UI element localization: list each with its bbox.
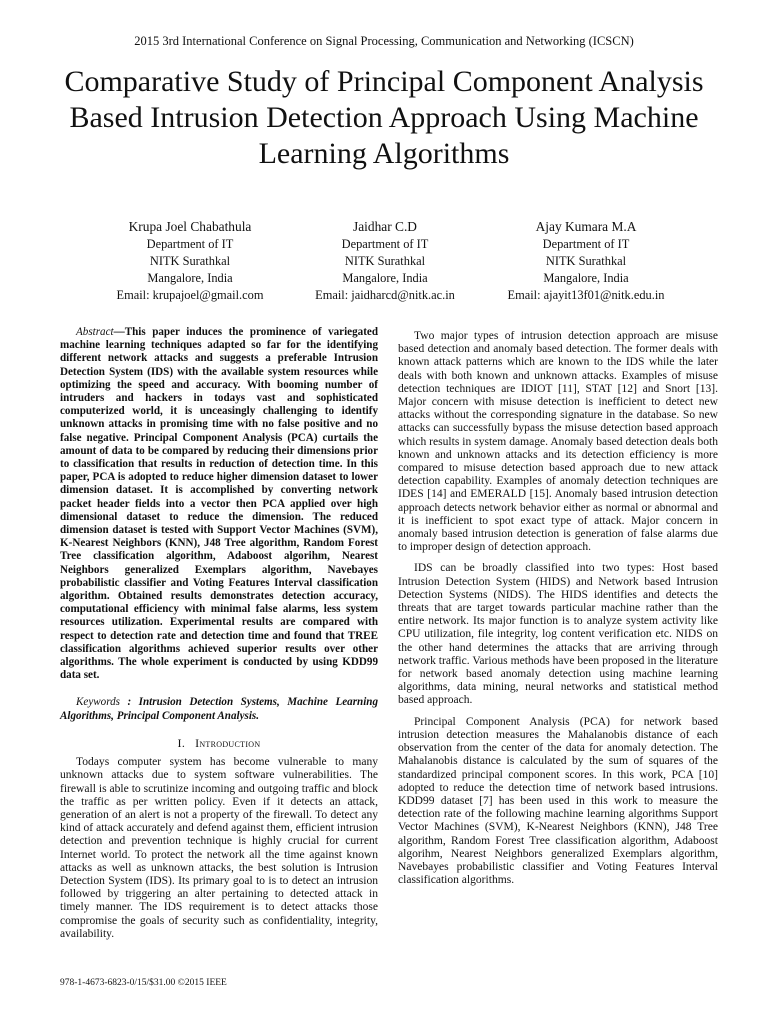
left-column [60,326,378,949]
author-institution: NITK Surathkal [545,254,627,268]
section-number: I. [177,735,186,750]
paper-title [40,64,728,172]
keywords [60,696,378,722]
author-email: Email: krupajoel@gmail.com [116,288,264,302]
author-city: Mangalore, India [147,271,233,285]
author-name: Ajay Kumara M.A [535,219,637,234]
keywords-text: : Intrusion Detection Systems, Machine Learning Algorithms, Principal Component Analysis. [60,696,378,722]
author-email: Email: ajayit13f01@nitk.edu.in [507,288,665,302]
keywords-lead: Keywords [76,696,120,709]
conference-header: 2015 3rd International Conference on Signal Processing, Communication and Networking (ICSCN) [134,34,634,48]
author-institution: NITK Surathkal [344,254,426,268]
right-column [398,330,718,895]
author-city: Mangalore, India [342,271,428,285]
abstract-text: —This paper induces the prominence of variegated machine learning techniques adapted so far for the identifying different network attacks and suggests a preferable Intrusion Detection System (IDS) with the available system resources while optimizing the speed and accuracy. With booming number of intruders and hackers in todays vast and sophisticated computerized world, it is unceasingly challenging to identify unknown attacks in promising time with no false positive and no false negative. Principal Component Analysis (PCA) curtails the amount of data to be compared by reducing their dimensions prior to classification that results in reduction of detection time. In this paper, PCA is adopted to reduce higher dimension dataset to lower dimension dataset. It is accomplished by converting network packet header fields into a vector then PCA applied over high dimensional dataset to reduce the dimension. The reduced dimension dataset is tested with Support Vector Machines (SVM), K-Nearest Neighbors (KNN), J48 Tree algorithm, Random Forest Tree classification algorithm, Adaboost algorihm, Nearest Neighbors generalized Exemplars algorithm, Navebayes probabilistic classifier and Voting Features Interval classification algorithm. Obtained results demonstrates detection accuracy, computational efficiency with minimal false alarms, less system resources utilization. Experimental results are compared with respect to detection rate and detection time and found that TREE classification algorithms achieved superior results over other algorithms. The whole experiment is conducted by using KDD99 data set. [60,326,378,682]
author-dept: Department of IT [146,237,234,251]
author-dept: Department of IT [542,237,630,251]
paragraph: Two major types of intrusion detection approach are misuse based detection and anomaly based detection. The former deals with known attack patterns which are known to the IDS while the later deals with both known and unknown attacks. Examples of misuse detection techniques are IDIOT [11], STAT [12] and Snort [13]. Major concern with misuse detection is inefficient to detect new attacks without the corresponding signature in the database. So new attacks can successfully bypass the misuse detection based approach which results in system damage. Anomaly based detection deals both known and unknown attacks and its detection efficiency is more compared to misuse detection based approach due to new attack detection capability. Examples of anomaly detection techniques are IDES [14] and EMERALD [15]. Anomaly based intrusion detection approach detects network behavior either as normal or abnormal and it is inefficient to spot exact type of attack. Major concern in anomaly based intrusion detection is generation of false alarms due to improper design of detection approach. [398,330,718,554]
paragraph: IDS can be broadly classified into two types: Host based Intrusion Detection System (HIDS) and Network based Intrusion Detection Systems (NIDS). The HIDS identifies and detects the threats that are target towards particular machine rather than the entire network. Its major function is to analyze system activity like CPU utilization, file integrity, log content verification etc. NIDS on the other hand determines the attacks that are arriving through network traffic. Various methods have been proposed in the literature for network based anomaly detection using machine learning algorithms, data mining, neural networks and statistical method based approach. [398,562,718,707]
author-3 [471,218,701,304]
author-name: Krupa Joel Chabathula [128,219,252,234]
abstract-lead: Abstract [76,326,114,338]
author-email: Email: jaidharcd@nitk.ac.in [315,288,455,302]
title-line: Based Intrusion Detection Approach Using Machine [69,101,699,134]
copyright-footer: 978-1-4673-6823-0/15/$31.00 ©2015 IEEE [60,978,227,988]
paragraph: Principal Component Analysis (PCA) for network based intrusion detection measures the Mahalanobis distance of each observation from the center of the data for anomaly detection. The Mahalanobis distance is calculated by the sum of squares of the standardized principal component scores. In this work, PCA [10] adopted to reduce the detection time of network based intrusions. KDD99 dataset [7] has been used in this work to measure the detection rate of the following machine learning algorithms Support Vector Machines (SVM), K-Nearest Neighbors (KNN), J48 Tree algorithm, Random Forest Tree classification algorithm, Adaboost algorihm, Nearest Neighbors generalized Exemplars algorithm, Navebayes probabilistic classifier and Voting Features Interval classification algorithms. [398,715,718,887]
author-institution: NITK Surathkal [149,254,231,268]
title-line: Learning Algorithms [258,137,510,170]
section-title: Introduction [195,735,261,750]
paragraph: Todays computer system has become vulnerable to many unknown attacks due to system software vulnerabilities. The firewall is able to scrutinize incoming and outgoing traffic and block the traffic as per written policy. Even if it detects an attack, generation of an alert is not a property of the firewall. To detect any kind of attack accurately and defend against them, efficient intrusion detection and prevention technique is highly crucial for current Internet world. To protect the network all the time against known attacks as well as unknown attacks, the best solution is Intrusion Detection System (IDS). Its primary goal to is to detect an intrusion followed by triggering an alter pertaining to detected attack in timely manner. The IDS requirement is to detect attacks those compromise the goals of security such as confidentiality, integrity, availability. [60,756,378,940]
author-name: Jaidhar C.D [353,219,417,234]
title-line: Comparative Study of Principal Component Analysis [64,65,704,98]
section-heading [60,737,378,750]
author-dept: Department of IT [341,237,429,251]
abstract [60,326,378,682]
author-2 [270,218,500,304]
author-city: Mangalore, India [543,271,629,285]
